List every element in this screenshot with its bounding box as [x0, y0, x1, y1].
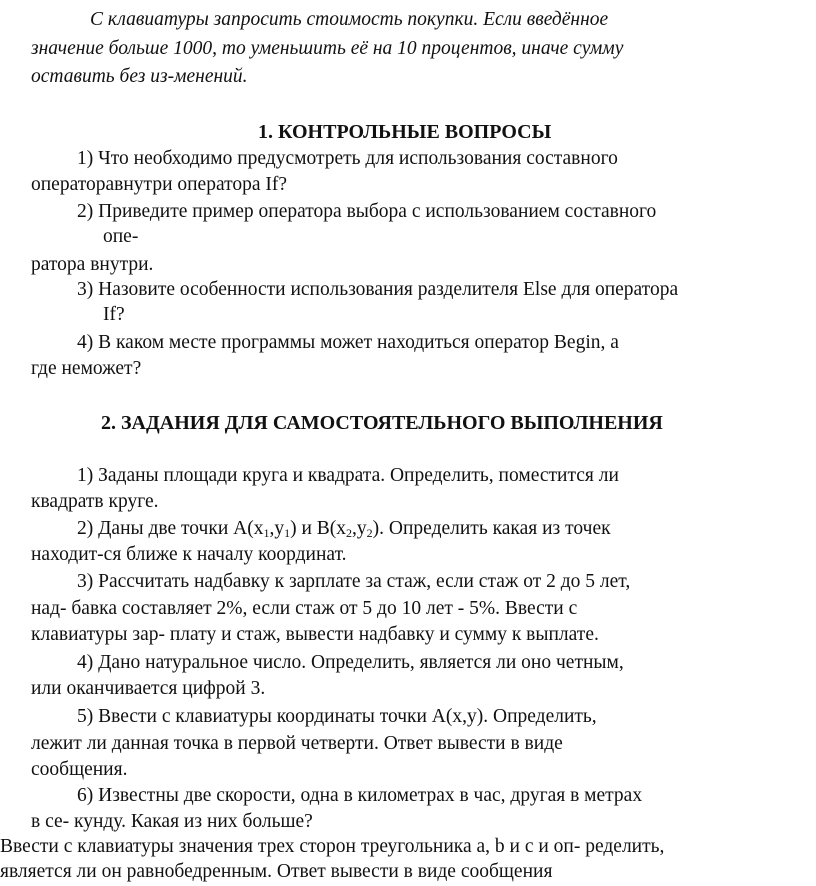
task-2-line-1: 2) Даны две точки $A(x_1,y_1)$ и $B(x_2,y_2)$. Определить какая из точек	[77, 518, 611, 540]
section-1-heading: 1. КОНТРОЛЬНЫЕ ВОПРОСЫ	[258, 121, 552, 143]
question-1-line-2: операторавнутри оператора If?	[31, 174, 288, 195]
task-7-line-2: является ли он равнобедренным. Ответ вывести в виде сообщения	[0, 861, 553, 882]
task-2-line-2: находит-ся ближе к началу координат.	[31, 544, 347, 565]
task-5-line-2: лежит ли данная точка в первой четверти. Ответ вывести в виде	[31, 733, 563, 754]
task-1-line-1: 1) Заданы площади круга и квадрата. Определить, поместится ли	[77, 465, 619, 486]
question-2-line-2: опе-	[103, 226, 139, 247]
task-5-line-3: сообщения.	[31, 759, 128, 780]
task-6-line-2: в се- кунду. Какая из них больше?	[31, 811, 313, 832]
intro-line-1: С клавиатуры запросить стоимость покупки. Если введённое	[90, 9, 609, 30]
task-3-line-2: над- бавка составляет 2%, если стаж от 5 до 10 лет - 5%. Ввести с	[31, 598, 578, 619]
question-3-line-2: If?	[103, 304, 125, 325]
task-4-line-1: 4) Дано натуральное число. Определить, является ли оно четным,	[77, 652, 624, 673]
task-6-line-1: 6) Известны две скорости, одна в километрах в час, другая в метрах	[77, 785, 643, 806]
intro-line-2: значение больше 1000, то уменьшить её на 10 процентов, иначе сумму	[31, 38, 624, 59]
question-2-line-1: 2) Приведите пример оператора выбора с использованием составного	[77, 201, 657, 222]
task-7-line-1: Ввести с клавиатуры значения трех сторон треугольника a, b и c и оп- ределить,	[0, 836, 665, 857]
question-3-line-1: 3) Назовите особенности использования разделителя Else для оператора	[77, 279, 679, 300]
question-4-line-2: где неможет?	[31, 358, 142, 379]
question-4-line-1: 4) В каком месте программы может находиться оператор Begin, а	[77, 332, 619, 353]
question-2-line-3: ратора внутри.	[31, 254, 154, 275]
task-3-line-3: клавиатуры зар- плату и стаж, вывести надбавку и сумму к выплате.	[31, 624, 599, 645]
section-2-heading: 2. ЗАДАНИЯ ДЛЯ САМОСТОЯТЕЛЬНОГО ВЫПОЛНЕНИЯ	[101, 412, 663, 434]
task-1-line-2: квадратв круге.	[31, 491, 159, 512]
question-1-line-1: 1) Что необходимо предусмотреть для использования составного	[77, 148, 618, 169]
task-3-line-1: 3) Рассчитать надбавку к зарплате за стаж, если стаж от 2 до 5 лет,	[77, 571, 631, 592]
task-4-line-2: или оканчивается цифрой 3.	[31, 678, 266, 699]
intro-line-3: оставить без из-менений.	[31, 66, 248, 87]
task-5-line-1: 5) Ввести с клавиатуры координаты точки A(x,y). Определить,	[77, 706, 597, 727]
